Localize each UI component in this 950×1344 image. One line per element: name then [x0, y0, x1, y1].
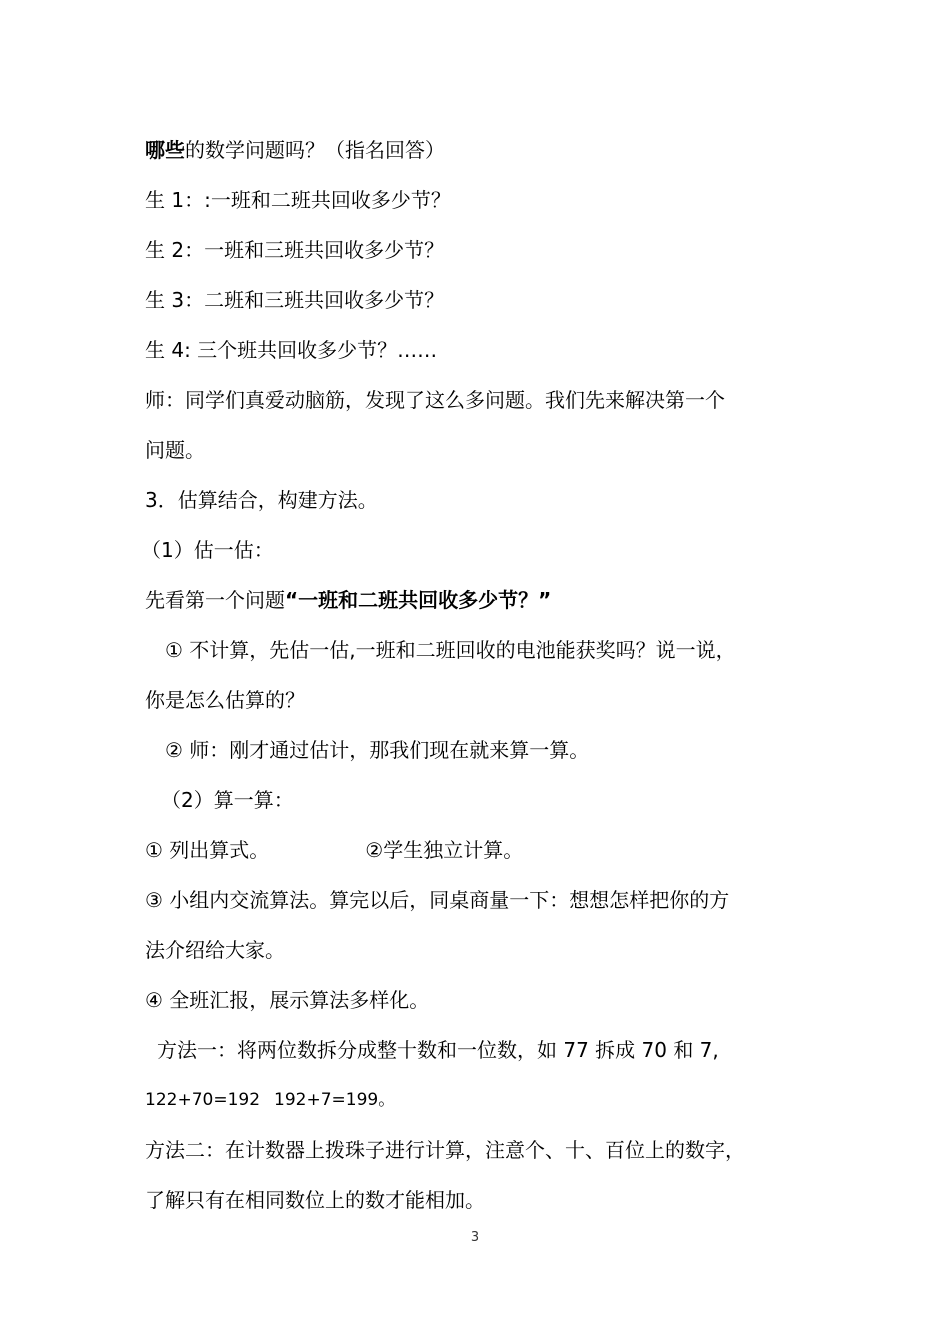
student-2-question: 生 2：一班和三班共回收多少节？ [145, 238, 445, 262]
first-question-line [145, 587, 551, 613]
step-2-teacher: ② 师：刚才通过估计，那我们现在就来算一算。 [165, 738, 590, 762]
teacher-line-continued: 问题。 [145, 438, 205, 462]
step-4-class-report: ④ 全班汇报，展示算法多样化。 [145, 988, 430, 1012]
subsection-calculate: （2）算一算： [161, 788, 294, 812]
subsection-estimate: （1）估一估： [141, 538, 274, 562]
line-text: 的数学问题吗？（指名回答） [185, 138, 445, 162]
page-number: 3 [470, 1230, 480, 1245]
bold-quoted-question: “一班和二班共回收多少节？” [285, 588, 552, 612]
equation-2: 192+7=199。 [274, 1090, 396, 1110]
step-3-group-exchange: ③ 小组内交流算法。算完以后，同桌商量一下：想想怎样把你的方 [145, 888, 730, 912]
student-4-question: 生 4: 三个班共回收多少节？…… [145, 338, 438, 362]
method-two: 方法二：在计数器上拨珠子进行计算，注意个、十、百位上的数字， [145, 1138, 745, 1162]
step-1-estimate-continued: 你是怎么估算的？ [145, 688, 305, 712]
step-independent-calc: ②学生独立计算。 [365, 838, 524, 862]
method-one: 方法一：将两位数拆分成整十数和一位数，如 77 拆成 70 和 7, [157, 1038, 719, 1062]
method-two-continued: 了解只有在相同数位上的数才能相加。 [145, 1188, 485, 1212]
step-1-estimate: ① 不计算，先估一估,一班和二班回收的电池能获奖吗？说一说， [165, 638, 736, 662]
paragraph-line [145, 137, 445, 163]
section-heading: 3．估算结合，构建方法。 [145, 488, 378, 512]
calculation-steps-line [145, 837, 523, 863]
step-3-group-exchange-continued: 法介绍给大家。 [145, 938, 285, 962]
student-1-question: 生 1：:一班和二班共回收多少节？ [145, 188, 451, 212]
line-text: 先看第一个问题 [145, 588, 285, 612]
bold-text: 哪些 [145, 138, 185, 162]
method-one-equations [145, 1087, 395, 1113]
teacher-line: 师：同学们真爱动脑筋，发现了这么多问题。我们先来解决第一个 [145, 388, 725, 412]
step-list-formula: ① 列出算式。 [145, 838, 270, 862]
equation-1: 122+70=192 [145, 1090, 261, 1110]
student-3-question: 生 3：二班和三班共回收多少节？ [145, 288, 445, 312]
